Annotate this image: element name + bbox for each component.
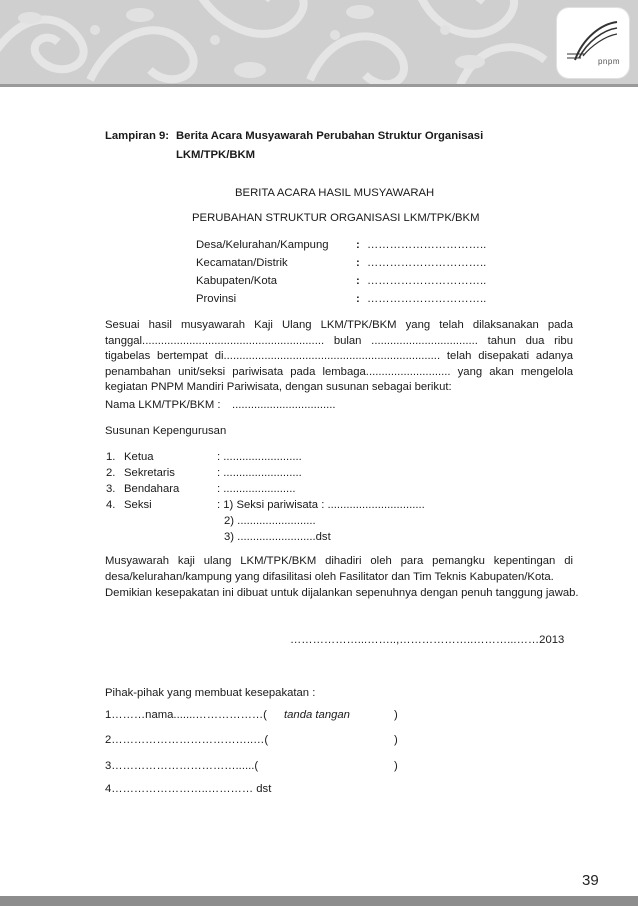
ornament-pattern bbox=[0, 0, 638, 84]
member-2-role: Sekretaris bbox=[124, 467, 175, 479]
field-kabupaten-label: Kabupaten/Kota bbox=[196, 275, 278, 287]
heading-perubahan: PERUBAHAN STRUKTUR ORGANISASI LKM/TPK/BKM bbox=[192, 212, 480, 224]
org-name-label: Nama LKM/TPK/BKM : bbox=[105, 399, 221, 411]
member-2-value: : ......................... bbox=[217, 467, 302, 479]
header-divider bbox=[0, 84, 638, 87]
member-3-value: : ....................... bbox=[217, 483, 296, 495]
pnpm-logo bbox=[557, 8, 629, 78]
field-provinsi-value: ………………………….. bbox=[367, 293, 487, 305]
member-4-role: Seksi bbox=[124, 499, 152, 511]
member-1-role: Ketua bbox=[124, 451, 154, 463]
pnpm-logo-icon bbox=[557, 8, 629, 78]
appendix-title-line-1: Berita Acara Musyawarah Perubahan Struktur Organisasi bbox=[176, 130, 484, 142]
date-line: ………………...……..,………………..………...……2013 bbox=[290, 634, 565, 646]
signer-1-line: 1………nama.......………………( bbox=[105, 709, 267, 721]
field-provinsi-label: Provinsi bbox=[196, 293, 237, 305]
signer-1-signature-hint: tanda tangan bbox=[284, 709, 350, 721]
member-1-value: : ......................... bbox=[217, 451, 302, 463]
parties-title: Pihak-pihak yang membuat kesepakatan : bbox=[105, 687, 316, 699]
paragraph-attendance: Musyawarah kaji ulang LKM/TPK/BKM dihadiri oleh para pemangku kepentingan di desa/kelurahan/kampung yang difasilitasi oleh Fasilitator dan Tim Teknis Kabupaten/Kota. bbox=[105, 555, 573, 583]
seksi-sub-2: 2) ......................... bbox=[224, 515, 316, 527]
signer-3-line: 3……………………………......( bbox=[105, 760, 259, 772]
field-desa-value: ………………………….. bbox=[367, 239, 487, 251]
field-kecamatan-value: ………………………….. bbox=[367, 257, 487, 269]
paragraph-musyawarah-result: Sesuai hasil musyawarah Kaji Ulang LKM/TPK/BKM yang telah dilaksanakan pada tanggal.......................................................... bulan .................................. tahun dua ribu tigabelas bertempat di..................................................................... telah disepakati adanya penambahan unit/seksi pariwisata pada lembaga........................... yang akan mengelola kegiatan PNPM Mandiri Pariwisata, dengan susunan sebagai berikut: bbox=[105, 319, 573, 393]
member-2-num: 2. bbox=[106, 467, 116, 479]
appendix-label: Lampiran 9: bbox=[105, 130, 170, 142]
logo-text: pnpm bbox=[597, 57, 620, 66]
field-kabupaten-sep: : bbox=[356, 275, 360, 287]
field-desa-label: Desa/Kelurahan/Kampung bbox=[196, 239, 329, 251]
field-kecamatan-sep: : bbox=[356, 257, 360, 269]
page-number: 39 bbox=[582, 872, 599, 889]
member-4-num: 4. bbox=[106, 499, 116, 511]
member-3-role: Bendahara bbox=[124, 483, 180, 495]
management-title: Susunan Kepengurusan bbox=[105, 425, 227, 437]
field-kecamatan-label: Kecamatan/Distrik bbox=[196, 257, 288, 269]
org-name-value: ................................. bbox=[232, 399, 336, 411]
header-banner bbox=[0, 0, 638, 84]
seksi-sub-3: 3) .........................dst bbox=[224, 531, 331, 543]
member-3-num: 3. bbox=[106, 483, 116, 495]
footer-bar bbox=[0, 896, 638, 906]
field-provinsi-sep: : bbox=[356, 293, 360, 305]
signer-1-close: ) bbox=[394, 709, 398, 721]
signer-3-close: ) bbox=[394, 760, 398, 772]
heading-berita-acara: BERITA ACARA HASIL MUSYAWARAH bbox=[235, 187, 435, 199]
field-desa-sep: : bbox=[356, 239, 360, 251]
signer-2-line: 2………………………………..…( bbox=[105, 734, 269, 746]
appendix-title-line-2: LKM/TPK/BKM bbox=[176, 149, 256, 161]
member-4-value: : 1) Seksi pariwisata : ............................... bbox=[217, 499, 425, 511]
signer-2-close: ) bbox=[394, 734, 398, 746]
member-1-num: 1. bbox=[106, 451, 116, 463]
signer-4-line: 4……………………..………… dst bbox=[105, 783, 272, 795]
paragraph-closing: Demikian kesepakatan ini dibuat untuk dijalankan sepenuhnya dengan penuh tanggung jawab. bbox=[105, 587, 579, 599]
field-kabupaten-value: ………………………….. bbox=[367, 275, 487, 287]
